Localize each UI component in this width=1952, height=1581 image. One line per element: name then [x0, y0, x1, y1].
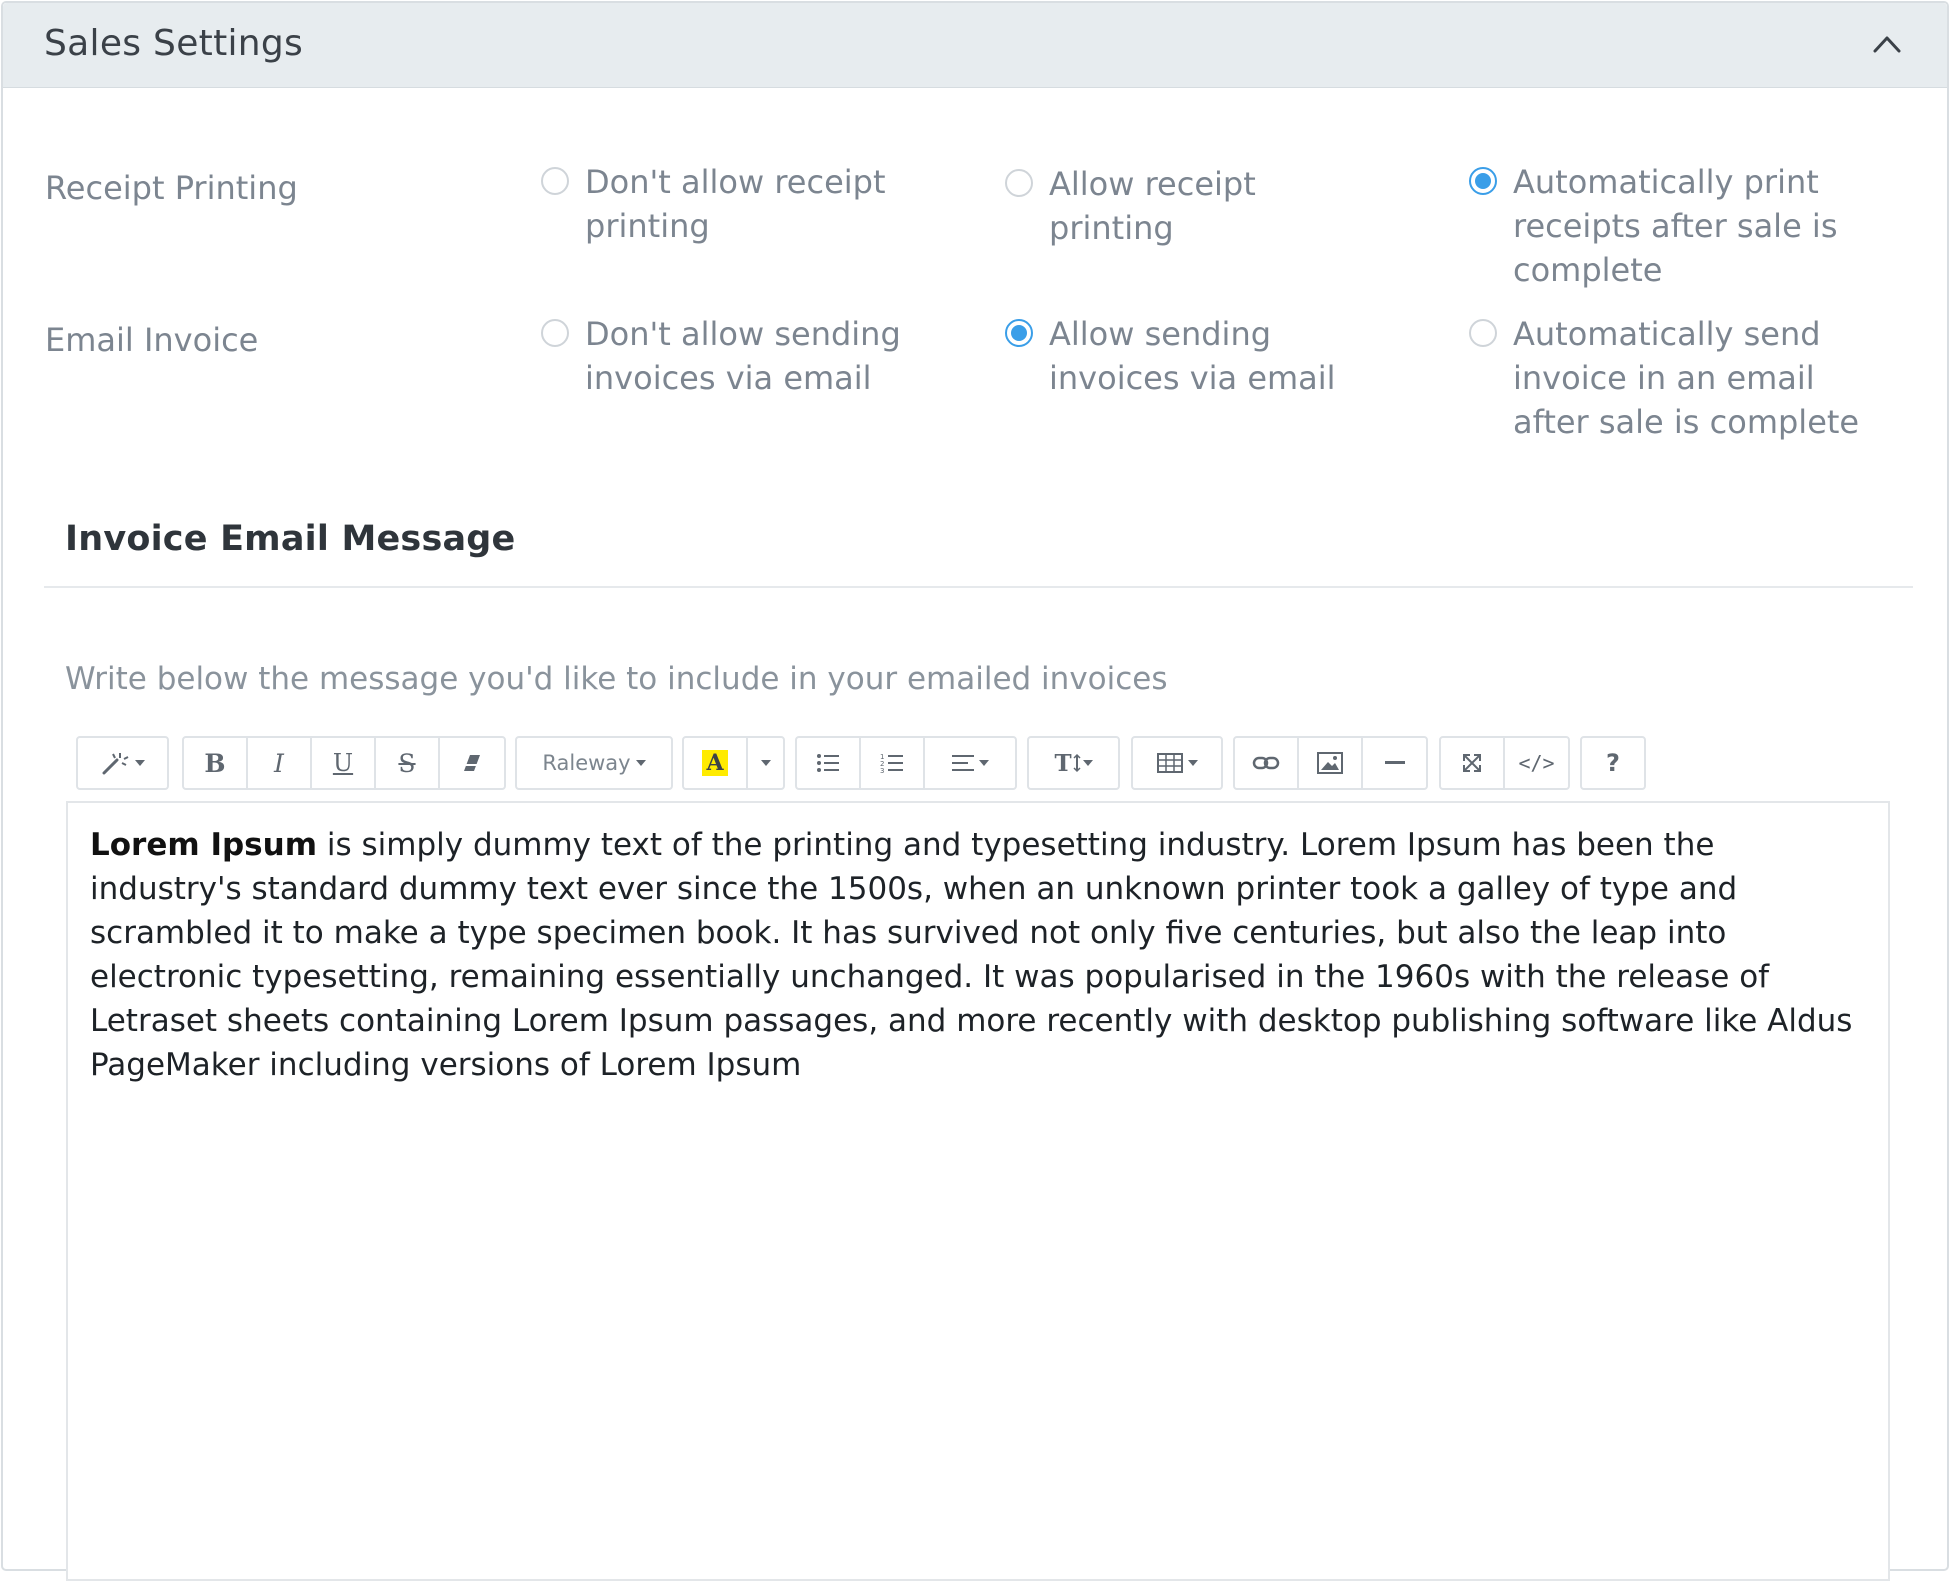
font-family-dropdown[interactable] [517, 738, 671, 788]
editor-content[interactable] [90, 823, 1864, 1087]
italic-icon[interactable]: I [248, 738, 312, 788]
paragraph-group [795, 736, 1017, 790]
invoice-email-message-heading: Invoice Email Message [65, 519, 516, 559]
underline-icon[interactable]: U [312, 738, 376, 788]
magic-wand-icon[interactable] [78, 738, 167, 788]
style-group [76, 736, 169, 790]
numbered-list-icon[interactable] [861, 738, 925, 788]
font-size-icon[interactable]: T [1029, 738, 1118, 788]
receipt-dont-allow-label: Don't allow receipt printing [585, 163, 886, 245]
email-auto-send-label: Automatically send invoice in an email after sale is complete [1513, 315, 1860, 441]
font-family-group [515, 736, 673, 790]
receipt-auto-print-radio[interactable] [1469, 167, 1497, 195]
email-dont-allow-label: Don't allow sending invoices via email [585, 315, 901, 397]
caret-down-icon [1188, 760, 1198, 766]
editor-body-text: is simply dummy text of the printing and typesetting industry. Lorem Ipsum has been the industry's standard dummy text ever since the 1500s, when an unknown printer took a galley of type and scrambled it to make a type specimen book. It has survived not only five centuries, but also the leap into electronic typesetting, remaining essentially unchanged. It was popularised in the 1960s with the release of Letraset sheets containing Lorem Ipsum passages, and more recently with desktop publishing software like Aldus PageMaker including versions of Lorem Ipsum [90, 827, 1853, 1083]
horizontal-rule-icon[interactable] [1363, 738, 1426, 788]
email-allow-label: Allow sending invoices via email [1049, 315, 1336, 397]
table-group [1131, 736, 1223, 790]
help-icon[interactable]: ? [1606, 749, 1620, 777]
bold-icon[interactable]: B [184, 738, 248, 788]
svg-text:2: 2 [880, 760, 885, 768]
bullet-list-icon[interactable] [797, 738, 861, 788]
receipt-allow-label: Allow receipt printing [1049, 165, 1256, 247]
help-group [1580, 736, 1646, 790]
invoice-message-helper-text: Write below the message you'd like to include in your emailed invoices [65, 661, 1168, 697]
insert-group [1233, 736, 1428, 790]
caret-down-icon [761, 760, 771, 766]
align-icon[interactable] [925, 738, 1015, 788]
email-allow-radio[interactable] [1005, 319, 1033, 347]
fullscreen-icon[interactable] [1441, 738, 1505, 788]
color-group [682, 736, 785, 790]
receipt-auto-print-label: Automatically print receipts after sale is complete [1513, 163, 1838, 289]
section-divider [44, 586, 1913, 588]
sales-settings-panel [1, 1, 1949, 1571]
panel-header[interactable] [3, 3, 1947, 88]
link-icon[interactable] [1235, 738, 1299, 788]
color-dropdown-caret[interactable] [748, 738, 783, 788]
receipt-allow-radio[interactable] [1005, 169, 1033, 197]
eraser-icon[interactable] [440, 738, 504, 788]
receipt-dont-allow-radio[interactable] [541, 167, 569, 195]
font-style-group [182, 736, 506, 790]
email-dont-allow-radio[interactable] [541, 319, 569, 347]
view-group [1439, 736, 1570, 790]
font-size-group [1027, 736, 1120, 790]
caret-down-icon [135, 760, 145, 766]
table-icon[interactable] [1133, 738, 1221, 788]
highlight-color-icon[interactable]: A [684, 738, 748, 788]
chevron-up-icon[interactable] [1867, 29, 1907, 59]
caret-down-icon [1083, 760, 1093, 766]
caret-down-icon [636, 760, 646, 766]
receipt-printing-label: Receipt Printing [45, 169, 298, 207]
code-view-icon[interactable]: </> [1518, 751, 1555, 775]
panel-title: Sales Settings [44, 23, 304, 64]
invoice-message-editor[interactable] [66, 801, 1890, 1581]
email-invoice-label: Email Invoice [45, 321, 259, 359]
svg-text:1: 1 [880, 753, 885, 761]
font-family-label: Raleway [542, 751, 631, 775]
editor-bold-lead: Lorem Ipsum [90, 827, 318, 863]
email-auto-send-radio[interactable] [1469, 319, 1497, 347]
strikethrough-icon[interactable]: S [376, 738, 440, 788]
image-icon[interactable] [1299, 738, 1363, 788]
svg-text:3: 3 [880, 767, 885, 774]
caret-down-icon [979, 760, 989, 766]
